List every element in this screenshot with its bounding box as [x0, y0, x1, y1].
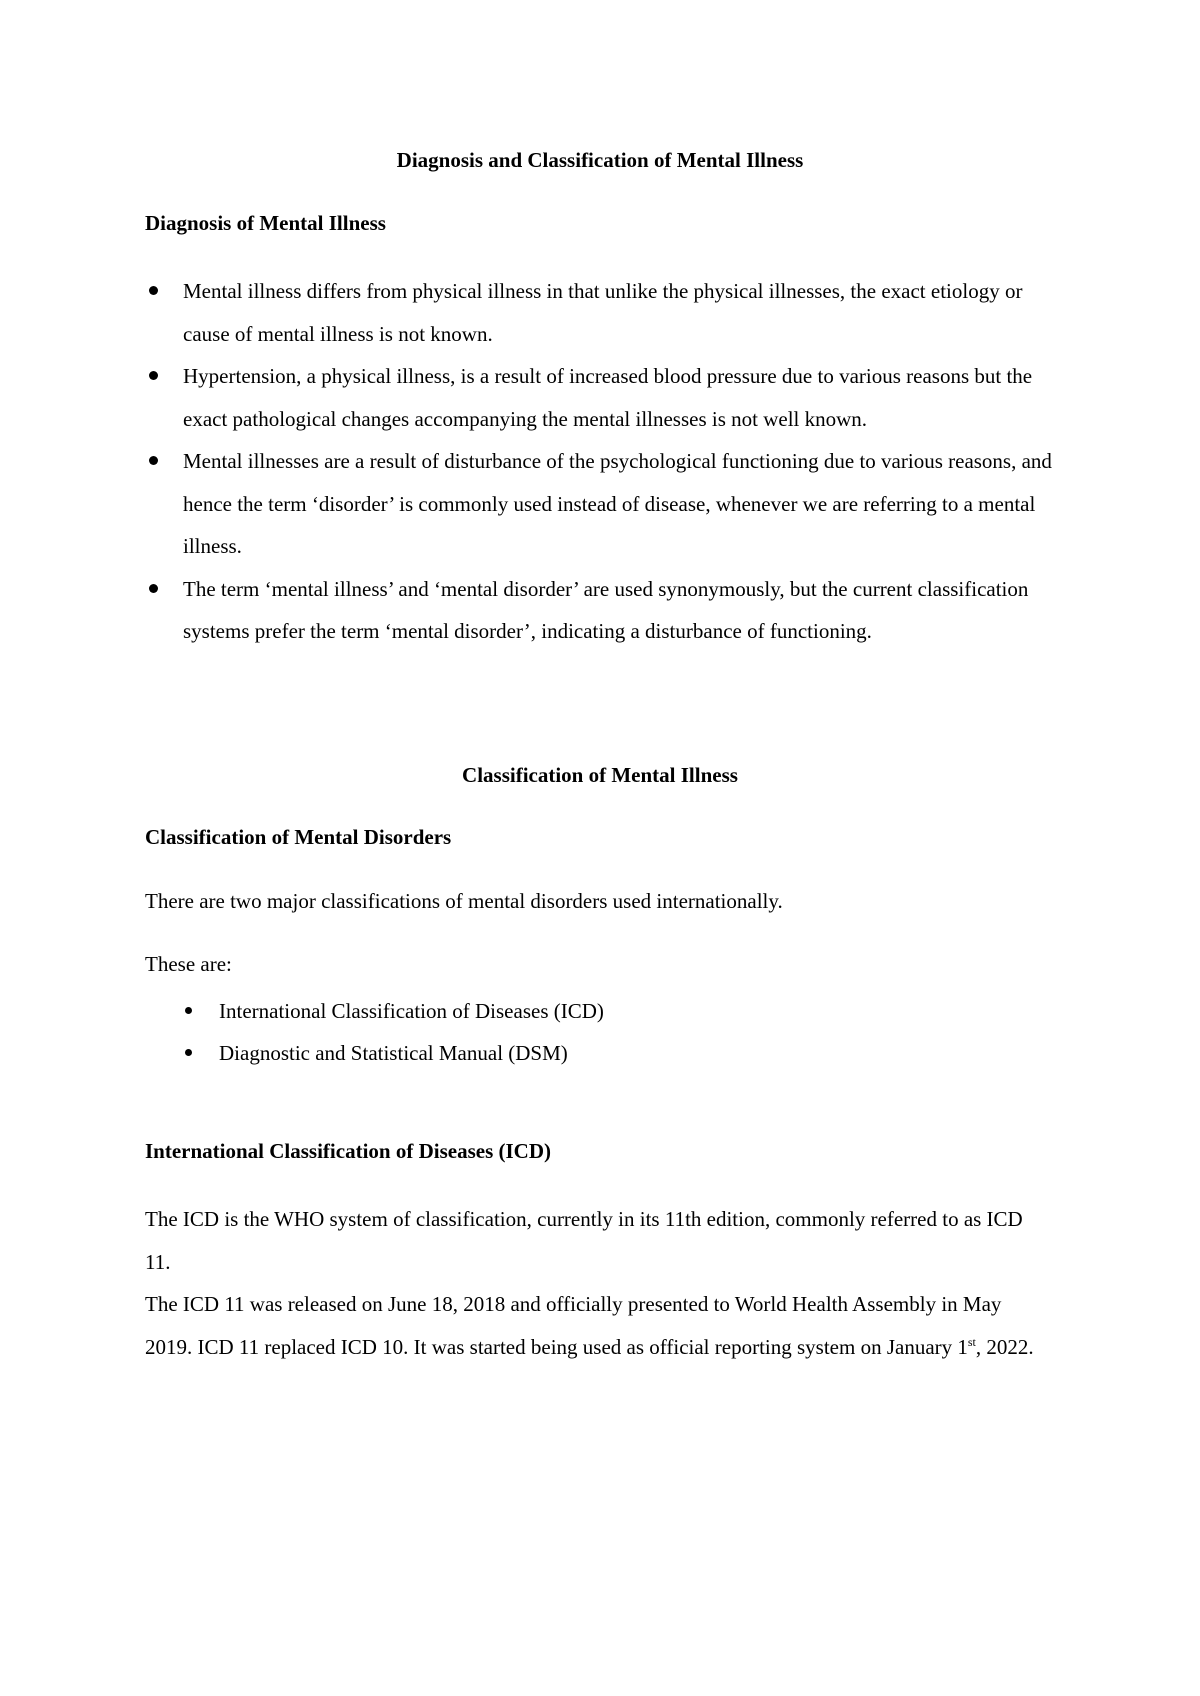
subheading-classification-disorders: Classification of Mental Disorders [145, 825, 452, 849]
document-title: Diagnosis and Classification of Mental Illness [396, 148, 804, 172]
list-item: Mental illnesses are a result of disturbance of the psychological functioning due to various reasons, and hence the term ‘disorder’ is commonly used instead of disease, whenever we are referring to a mental illness. [145, 440, 1065, 568]
section-heading-diagnosis: Diagnosis of Mental Illness [145, 211, 386, 235]
ordinal-suffix: st [967, 1334, 976, 1349]
list-item: The term ‘mental illness’ and ‘mental disorder’ are used synonymously, but the current classification systems prefer the term ‘mental disorder’, indicating a disturbance of functioning. [145, 568, 1065, 653]
list-item: Hypertension, a physical illness, is a result of increased blood pressure due to various reasons but the exact pathological changes accompanying the mental illnesses is not well known. [145, 355, 1065, 440]
section-heading-classification: Classification of Mental Illness [462, 763, 738, 787]
section-heading-icd: International Classification of Diseases (ICD) [145, 1139, 551, 1163]
classification-intro: There are two major classifications of mental disorders used internationally. [145, 889, 783, 913]
icd-paragraph-1: The ICD is the WHO system of classification, currently in its 11th edition, commonly referred to as ICD 11. [145, 1207, 1023, 1274]
list-item: Mental illness differs from physical illness in that unlike the physical illnesses, the exact etiology or cause of mental illness is not known. [145, 270, 1065, 355]
diagnosis-bullet-list [145, 270, 1065, 653]
classification-list [181, 990, 604, 1074]
icd-paragraph-2 [145, 1283, 1045, 1368]
icd-paragraph-2-text: The ICD 11 was released on June 18, 2018 and officially presented to World Health Assembly in May 2019. ICD 11 replaced ICD 10. It was started being used as official reporting system on January 1 [145, 1292, 1002, 1359]
icd-paragraphs [145, 1198, 1045, 1368]
classification-lead: These are: [145, 952, 232, 976]
list-item: Diagnostic and Statistical Manual (DSM) [181, 1032, 604, 1074]
icd-paragraph-2-end: , 2022. [975, 1334, 1034, 1359]
list-item: International Classification of Diseases (ICD) [181, 990, 604, 1032]
